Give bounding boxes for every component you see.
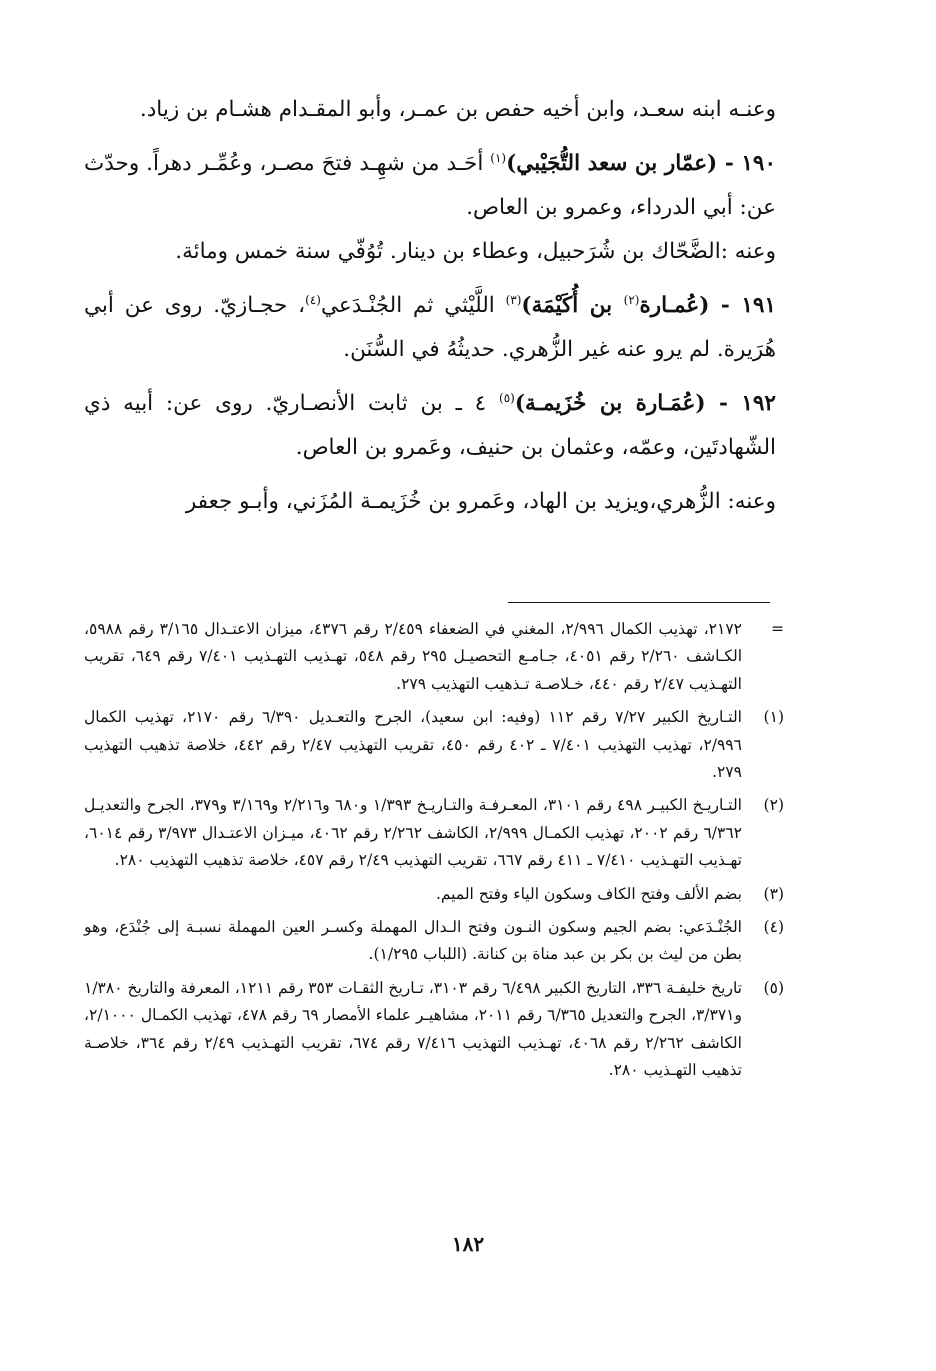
footnote-ref-5: (٥) xyxy=(499,390,515,405)
entry-192 xyxy=(84,382,776,470)
footnote-divider xyxy=(508,602,770,603)
entry-190-narrators xyxy=(84,230,776,274)
entry-192-text: ٤ ـ بن ثابت الأنصـاريّ. روى عن: أبيه ذي الشّهادتَين، وعمّه، وعثمان بن حنيف، وعَمرو بن العاص. xyxy=(84,391,776,460)
footnote-mark: = xyxy=(771,620,784,638)
footnote-mark: (٢) xyxy=(763,796,784,815)
entry-191-head-b: بن أُكَيْمَة) xyxy=(521,293,624,318)
footnote-5 xyxy=(84,975,784,1085)
footnote-2 xyxy=(84,792,784,874)
footnote-text: التـاريـخ الكبيـر ٤٩٨ رقم ٣١٠١، المعـرفـة والتـاريـخ ١/٣٩٣ و٦٨٠ و٢/٢١٦ و٣/١٦٩ و٣٧٩، الجرح والتعديـل ٦/٣٦٢ رقم ٢٠٠٢، تهذيب الكمـال ٢/٩٩٩، الكاشف ٢/٢٦٢ رقم ٤٠٦٢، ميـزان الاعتـدال ٣/٩٧٣ رقم ٦٠١٤، تهـذيب التهـذيب ٧/٤١٠ ـ ٤١١ رقم ٦٦٧، تقريب التهذيب ٢/٤٩ رقم ٤٥٧، خلاصة تذهيب التهذيب ٢٨٠. xyxy=(84,796,742,870)
entry-192-head: ١٩٢ - (عُمَـارة بن خُزَيمـة) xyxy=(514,391,776,416)
footnote-3 xyxy=(84,881,784,908)
footnotes xyxy=(84,616,784,1091)
footnote-mark: (١) xyxy=(763,708,784,727)
entry-190 xyxy=(84,142,776,230)
entry-191-text-a: اللَّيْثي ثم الجُنْـدَعي xyxy=(320,293,506,318)
footnote-mark: (٥) xyxy=(763,978,784,997)
paragraph-text: وعنـه ابنه سعـد، وابن أخيه حفص بن عمـر، وأبو المقـدام هشـام بن زياد. xyxy=(139,97,776,122)
entry-190-head: ١٩٠ - (عمّار بن سعد التُّجَيْبي) xyxy=(506,151,777,176)
footnote-text: ٢١٧٢، تهذيب الكمال ٢/٩٩٦، المغني في الضعفاء ٢/٤٥٩ رقم ٤٣٧٦، ميزان الاعتـدال ٣/١٦٥ رقم ٥٩٨٨، الكـاشف ٢/٢٦٠ رقم ٤٠٥١، جـامـع التحصيـل ٢٩٥ رقم ٥٤٨، تهـذيب التهـذيب ٧/٤٠١ رقم ٦٤٩، تقريب التهـذيب ٢/٤٧ رقم ٤٤٠، خـلاصـة تـذهيب التهذيب ٢٧٩. xyxy=(84,620,742,693)
footnote-1 xyxy=(84,704,784,786)
page-number: ١٨٢ xyxy=(451,1232,485,1256)
paragraph-text: وعنه :الضَّحّاك بن شُرَحبيل، وعطاء بن دينار. تُوُفّي سنة خمس ومائة. xyxy=(175,239,776,264)
entry-191-text-b: ، حجـازيّ. روى عن أبي هُرَيرة. لم يرو عنه غير الزُّهري. حديثُهُ في السُّنَن. xyxy=(84,293,776,362)
footnote-mark: (٤) xyxy=(763,918,784,937)
paragraph-text: وعنه: الزُّهري،ويزيد بن الهاد، وعَمرو بن خُزَيمـة المُزَني، وأبـو جعفر xyxy=(185,489,776,514)
paragraph-intro xyxy=(84,88,776,132)
footnote-continued xyxy=(84,616,784,698)
footnote-4 xyxy=(84,914,784,969)
footnote-mark: (٣) xyxy=(763,884,784,903)
footnote-text: تاريخ خليفـة ٣٣٦، التاريخ الكبير ٦/٤٩٨ رقم ٣١٠٣، تـاريخ الثقـات ٣٥٣ رقم ١٢١١، المعرفة والتاريخ ١/٣٨٠ و٣/٣٧١، الجرح والتعديل ٦/٣٦٥ رقم ٢٠١١، مشاهيـر علماء الأمصار ٦٩ رقم ٤٧٨، تهذيب الكمـال ٢/١٠٠٠، الكاشف ٢/٢٦٢ رقم ٤٠٦٨، تهـذيب التهذيب ٧/٤١٦ رقم ٦٧٤، تقريب التهـذيب ٢/٤٩ رقم ٣٦٤، خلاصـة تذهيب التهـذيب ٢٨٠. xyxy=(84,978,742,1080)
entry-190-text: أحَـد من شهِـد فتحَ مصـر، وعُمِّـر دهراً. وحدّث عن: أبي الدرداء، وعمرو بن العاص. xyxy=(84,151,776,220)
entry-191-head-a: ١٩١ - (عُمـارة xyxy=(639,293,776,318)
footnote-text: التـاريخ الكبير ٧/٢٧ رقم ١١٢ (وفيه: ابن سعيد)، الجرح والتعـديل ٦/٣٩٠ رقم ٢١٧٠، تهذيب الكمال ٢/٩٩٦، تهذيب التهذيب ٧/٤٠١ ـ ٤٠٢ رقم ٤٥٠، تقريب التهذيب ٢/٤٧ رقم ٤٤٢، خلاصة تذهيب التهذيب ٢٧٩. xyxy=(84,708,742,782)
footnote-ref-4: (٤) xyxy=(305,292,321,307)
footnote-ref-2: (٢) xyxy=(623,292,640,307)
footnote-text: الجُنْـدَعي: بضم الجيم وسكون النـون وفتح الـدال المهملة وكسـر العين المهملة نسبـة إلى جُنْدَع، وهو بطن من ليث بن بكر بن عبد مناة بن كنانة. (اللباب ١/٢٩٥). xyxy=(84,918,742,964)
footnote-ref-3: (٣) xyxy=(505,292,522,307)
footnote-text: بضم الألف وفتح الكاف وسكون الياء وفتح الميم. xyxy=(435,884,742,903)
footnote-ref-1: (١) xyxy=(490,150,507,165)
entry-191 xyxy=(84,284,776,372)
main-text xyxy=(84,88,776,524)
entry-192-narrators xyxy=(84,480,776,524)
